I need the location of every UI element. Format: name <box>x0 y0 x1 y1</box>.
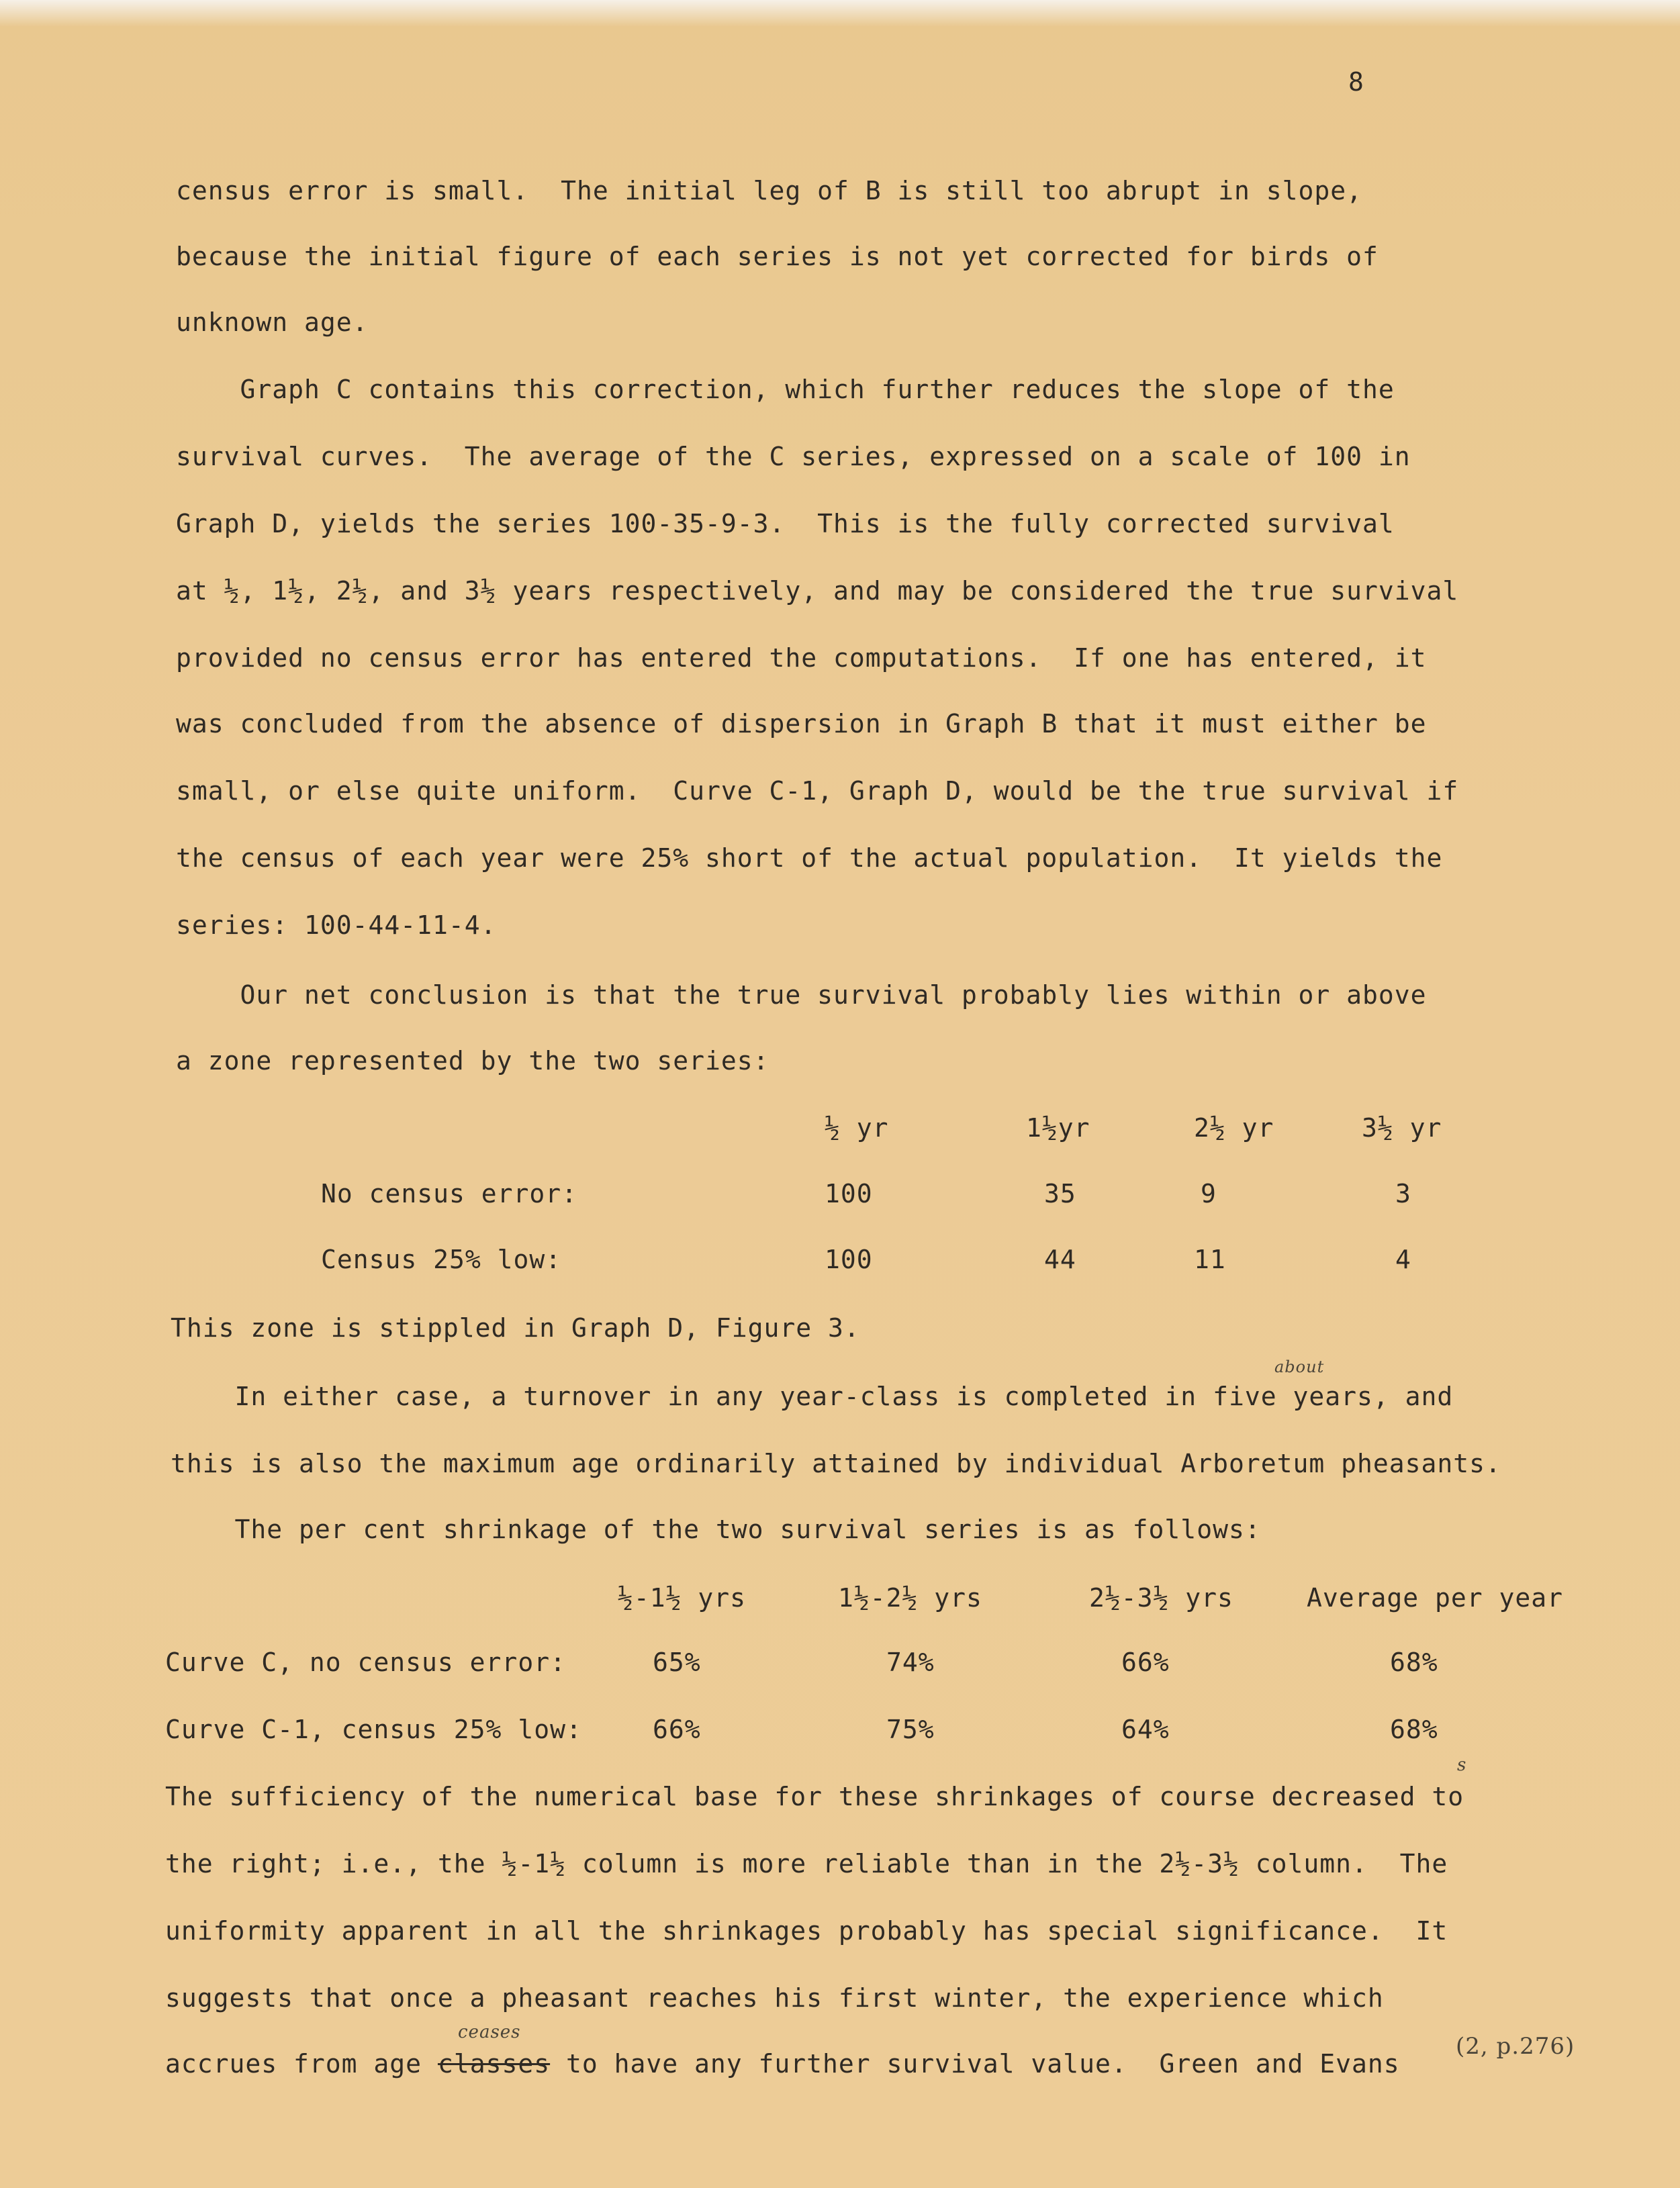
table-cell: 11 <box>1194 1245 1226 1274</box>
body-line: suggests that once a pheasant reaches his first winter, the experience which <box>165 1983 1384 2013</box>
table-header: 2½-3½ yrs <box>1089 1583 1233 1613</box>
table-header: 1½yr <box>1026 1113 1090 1143</box>
table-cell: 68% <box>1390 1715 1438 1744</box>
body-line: unknown age. <box>176 307 369 337</box>
table-cell: 100 <box>825 1179 873 1208</box>
body-line: census error is small. The initial leg of B is still too abrupt in slope, <box>176 176 1362 205</box>
body-line: the right; i.e., the ½-1½ column is more reliable than in the 2½-3½ column. The <box>165 1849 1448 1878</box>
table-cell: 65% <box>653 1648 701 1677</box>
table-header: ½-1½ yrs <box>618 1583 747 1613</box>
table-cell: 66% <box>653 1715 701 1744</box>
body-line: this is also the maximum age ordinarily attained by individual Arboretum pheasants. <box>171 1449 1501 1478</box>
handwritten-ceases: ceases <box>458 2022 521 2042</box>
table-row-label: Curve C, no census error: <box>165 1648 566 1677</box>
page-number: 8 <box>1348 67 1364 97</box>
body-line: The per cent shrinkage of the two survival series is as follows: <box>171 1515 1261 1544</box>
body-line-last <box>165 2048 1400 2080</box>
table-cell: 75% <box>886 1715 935 1744</box>
table-row-label: Curve C-1, census 25% low: <box>165 1715 582 1744</box>
table-header: ½ yr <box>825 1113 889 1143</box>
handwritten-insert-about: about <box>1274 1358 1325 1376</box>
table-cell: 44 <box>1044 1245 1076 1274</box>
body-line: The sufficiency of the numerical base for these shrinkages of course decreased to <box>165 1782 1464 1811</box>
body-line: Graph C contains this correction, which further reduces the slope of the <box>176 375 1395 404</box>
table-header: 3½ yr <box>1362 1113 1442 1143</box>
body-line: provided no census error has entered the computations. If one has entered, it <box>176 643 1427 673</box>
body-line: series: 100-44-11-4. <box>176 910 497 940</box>
table-cell: 64% <box>1121 1715 1170 1744</box>
torn-top-edge <box>0 0 1680 27</box>
body-line: small, or else quite uniform. Curve C-1, Graph D, would be the true survival if <box>176 776 1459 806</box>
table-header: 1½-2½ yrs <box>838 1583 982 1613</box>
body-line: the census of each year were 25% short of the actual population. It yields the <box>176 843 1443 873</box>
table-cell: 9 <box>1201 1179 1217 1208</box>
body-line: In either case, a turnover in any year-class is completed in five years, and <box>171 1382 1454 1411</box>
body-line: at ½, 1½, 2½, and 3½ years respectively, and may be considered the true survival <box>176 576 1459 606</box>
body-line: because the initial figure of each series is not yet corrected for birds of <box>176 242 1379 271</box>
table-header: 2½ yr <box>1194 1113 1274 1143</box>
table-row-label: No census error: <box>321 1179 578 1208</box>
body-line: This zone is stippled in Graph D, Figure 3. <box>171 1313 860 1343</box>
handwritten-citation: (2, p.276) <box>1456 2033 1575 2060</box>
table-cell: 68% <box>1390 1648 1438 1677</box>
table-header: Average per year <box>1307 1583 1564 1613</box>
table-cell: 100 <box>825 1245 873 1274</box>
handwritten-s-correction: s <box>1457 1755 1467 1775</box>
table-cell: 74% <box>886 1648 935 1677</box>
body-line: survival curves. The average of the C series, expressed on a scale of 100 in <box>176 442 1411 471</box>
body-line: uniformity apparent in all the shrinkages probably has special significance. It <box>165 1916 1448 1946</box>
body-line: Our net conclusion is that the true survival probably lies within or above <box>176 980 1427 1010</box>
body-line: was concluded from the absence of dispersion in Graph B that it must either be <box>176 709 1427 739</box>
last-line-after: to have any further survival value. Green and Evans <box>550 2049 1400 2079</box>
table-row-label: Census 25% low: <box>321 1245 562 1274</box>
table-cell: 66% <box>1121 1648 1170 1677</box>
table-cell: 4 <box>1395 1245 1411 1274</box>
table-cell: 3 <box>1395 1179 1411 1208</box>
body-line: Graph D, yields the series 100-35-9-3. This is the fully corrected survival <box>176 509 1395 538</box>
body-line: a zone represented by the two series: <box>176 1046 769 1076</box>
last-line-before: accrues from age <box>165 2049 438 2079</box>
struck-word: classes <box>437 2049 551 2079</box>
table-cell: 35 <box>1044 1179 1076 1208</box>
